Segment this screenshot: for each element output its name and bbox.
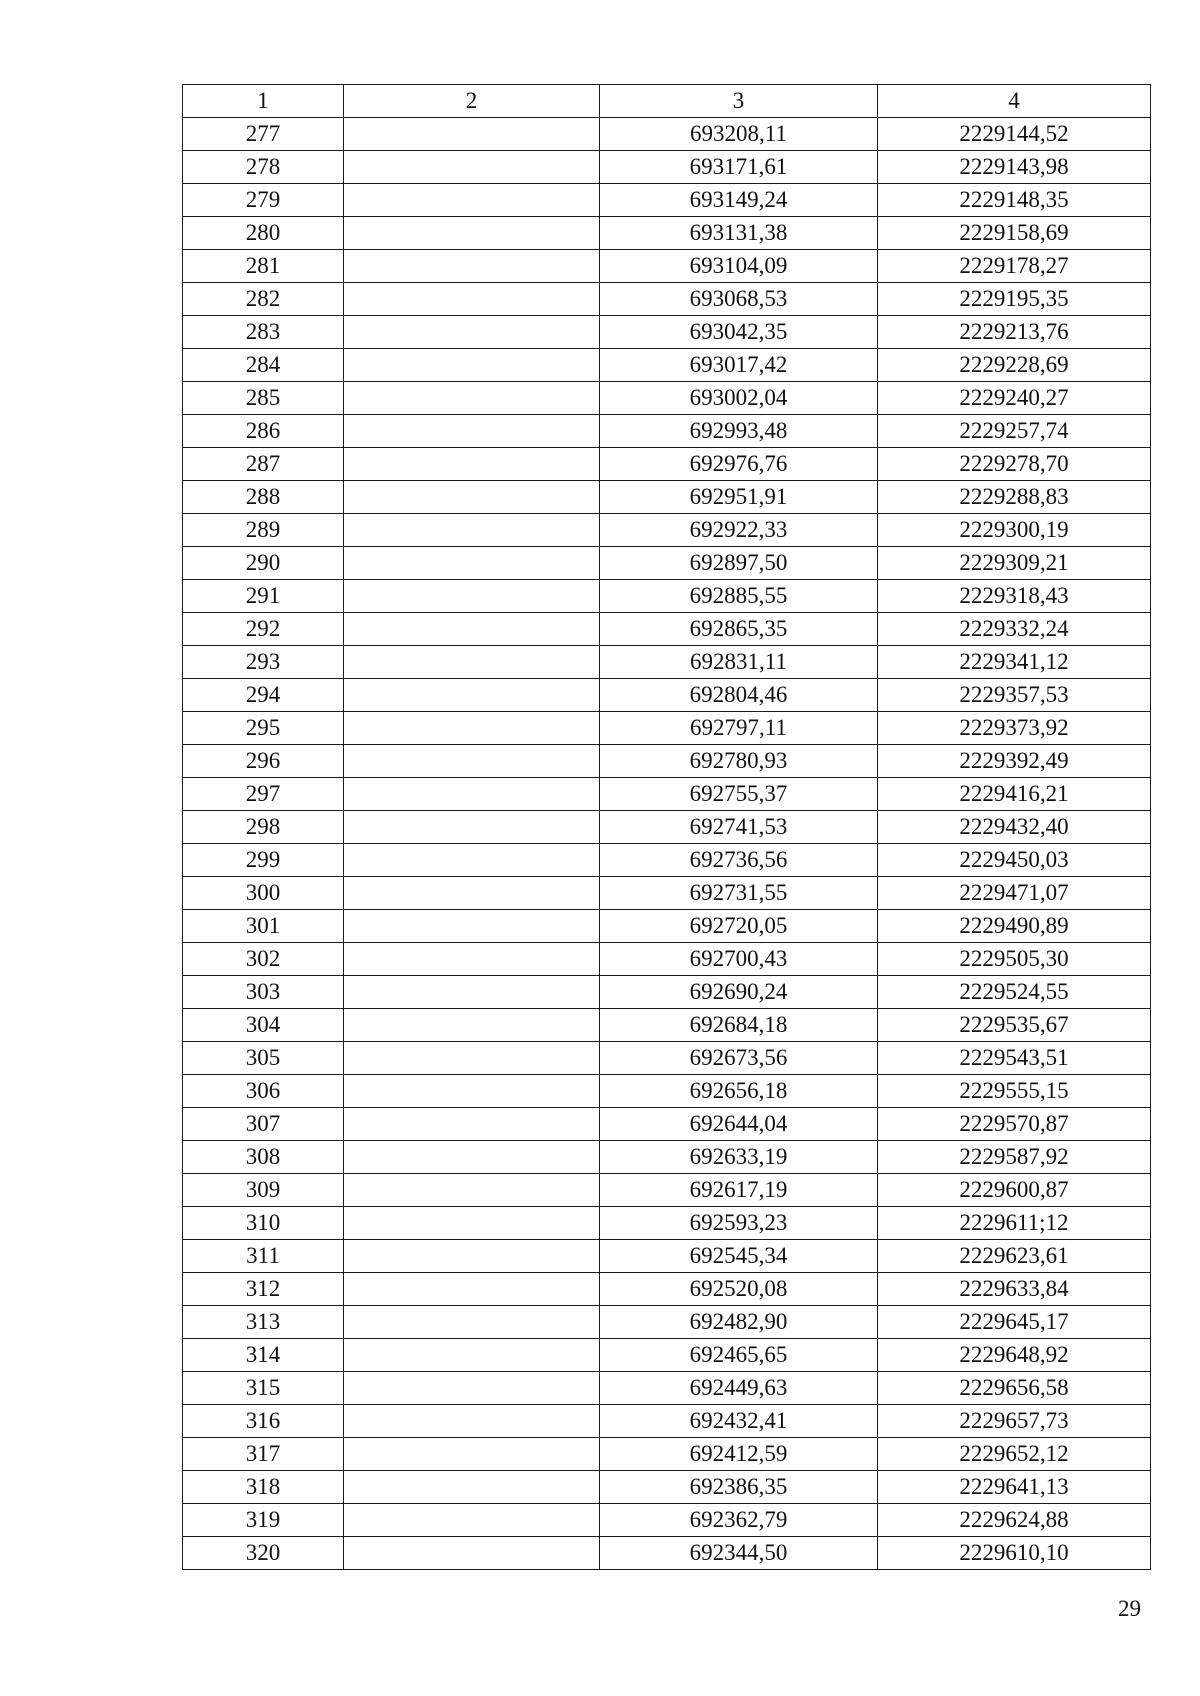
- point-number-cell: 298: [183, 811, 344, 844]
- point-number-cell: 304: [183, 1009, 344, 1042]
- x-coordinate-cell: 692690,24: [600, 976, 878, 1009]
- x-coordinate-cell: 693171,61: [600, 151, 878, 184]
- point-number-cell: 308: [183, 1141, 344, 1174]
- table-row: [183, 1273, 1151, 1306]
- point-number-cell: 310: [183, 1207, 344, 1240]
- x-coordinate-cell: 692432,41: [600, 1405, 878, 1438]
- x-coordinate-cell: 692741,53: [600, 811, 878, 844]
- table-row: [183, 1405, 1151, 1438]
- x-coordinate-cell: 692344,50: [600, 1537, 878, 1570]
- description-cell: [344, 1537, 600, 1570]
- x-coordinate-cell: 692885,55: [600, 580, 878, 613]
- table-row: [183, 1108, 1151, 1141]
- point-number-cell: 281: [183, 250, 344, 283]
- description-cell: [344, 1207, 600, 1240]
- x-coordinate-cell: 692720,05: [600, 910, 878, 943]
- description-cell: [344, 1438, 600, 1471]
- point-number-cell: 277: [183, 118, 344, 151]
- point-number-cell: 313: [183, 1306, 344, 1339]
- table-header-row: [183, 85, 1151, 118]
- table-row: [183, 976, 1151, 1009]
- description-cell: [344, 1141, 600, 1174]
- point-number-cell: 315: [183, 1372, 344, 1405]
- point-number-cell: 306: [183, 1075, 344, 1108]
- point-number-cell: 282: [183, 283, 344, 316]
- point-number-cell: 288: [183, 481, 344, 514]
- x-coordinate-cell: 692593,23: [600, 1207, 878, 1240]
- description-cell: [344, 547, 600, 580]
- description-cell: [344, 415, 600, 448]
- table-row: [183, 811, 1151, 844]
- column-header-2: 2: [344, 85, 600, 118]
- point-number-cell: 280: [183, 217, 344, 250]
- description-cell: [344, 646, 600, 679]
- description-cell: [344, 118, 600, 151]
- table-row: [183, 745, 1151, 778]
- description-cell: [344, 1504, 600, 1537]
- table-row: [183, 382, 1151, 415]
- description-cell: [344, 1174, 600, 1207]
- table-row: [183, 679, 1151, 712]
- x-coordinate-cell: 692736,56: [600, 844, 878, 877]
- point-number-cell: 318: [183, 1471, 344, 1504]
- y-coordinate-cell: 2229309,21: [878, 547, 1151, 580]
- y-coordinate-cell: 2229524,55: [878, 976, 1151, 1009]
- x-coordinate-cell: 692780,93: [600, 745, 878, 778]
- point-number-cell: 302: [183, 943, 344, 976]
- y-coordinate-cell: 2229158,69: [878, 217, 1151, 250]
- description-cell: [344, 448, 600, 481]
- table-row: [183, 1471, 1151, 1504]
- table-row: [183, 1009, 1151, 1042]
- table-row: [183, 283, 1151, 316]
- x-coordinate-cell: 692412,59: [600, 1438, 878, 1471]
- y-coordinate-cell: 2229257,74: [878, 415, 1151, 448]
- description-cell: [344, 1405, 600, 1438]
- y-coordinate-cell: 2229450,03: [878, 844, 1151, 877]
- point-number-cell: 307: [183, 1108, 344, 1141]
- description-cell: [344, 877, 600, 910]
- description-cell: [344, 613, 600, 646]
- y-coordinate-cell: 2229471,07: [878, 877, 1151, 910]
- description-cell: [344, 910, 600, 943]
- page-number: 29: [1118, 1596, 1141, 1621]
- description-cell: [344, 349, 600, 382]
- table-row: [183, 877, 1151, 910]
- description-cell: [344, 1273, 600, 1306]
- table-row: [183, 1240, 1151, 1273]
- coordinates-table: [182, 84, 1151, 1570]
- y-coordinate-cell: 2229633,84: [878, 1273, 1151, 1306]
- description-cell: [344, 778, 600, 811]
- x-coordinate-cell: 692520,08: [600, 1273, 878, 1306]
- column-header-3: 3: [600, 85, 878, 118]
- table-row: [183, 646, 1151, 679]
- y-coordinate-cell: 2229332,24: [878, 613, 1151, 646]
- x-coordinate-cell: 692804,46: [600, 679, 878, 712]
- x-coordinate-cell: 692362,79: [600, 1504, 878, 1537]
- y-coordinate-cell: 2229490,89: [878, 910, 1151, 943]
- point-number-cell: 289: [183, 514, 344, 547]
- point-number-cell: 311: [183, 1240, 344, 1273]
- x-coordinate-cell: 693017,42: [600, 349, 878, 382]
- x-coordinate-cell: 692545,34: [600, 1240, 878, 1273]
- table-row: [183, 778, 1151, 811]
- x-coordinate-cell: 692831,11: [600, 646, 878, 679]
- y-coordinate-cell: 2229555,15: [878, 1075, 1151, 1108]
- table-row: [183, 1075, 1151, 1108]
- table-row: [183, 415, 1151, 448]
- table-row: [183, 1207, 1151, 1240]
- description-cell: [344, 250, 600, 283]
- point-number-cell: 319: [183, 1504, 344, 1537]
- x-coordinate-cell: 692976,76: [600, 448, 878, 481]
- x-coordinate-cell: 692797,11: [600, 712, 878, 745]
- description-cell: [344, 943, 600, 976]
- description-cell: [344, 844, 600, 877]
- table-row: [183, 151, 1151, 184]
- y-coordinate-cell: 2229624,88: [878, 1504, 1151, 1537]
- x-coordinate-cell: 692865,35: [600, 613, 878, 646]
- point-number-cell: 320: [183, 1537, 344, 1570]
- y-coordinate-cell: 2229648,92: [878, 1339, 1151, 1372]
- y-coordinate-cell: 2229657,73: [878, 1405, 1151, 1438]
- point-number-cell: 278: [183, 151, 344, 184]
- description-cell: [344, 151, 600, 184]
- description-cell: [344, 283, 600, 316]
- point-number-cell: 317: [183, 1438, 344, 1471]
- x-coordinate-cell: 692755,37: [600, 778, 878, 811]
- description-cell: [344, 1042, 600, 1075]
- x-coordinate-cell: 692656,18: [600, 1075, 878, 1108]
- x-coordinate-cell: 693068,53: [600, 283, 878, 316]
- point-number-cell: 301: [183, 910, 344, 943]
- table-row: [183, 1372, 1151, 1405]
- description-cell: [344, 316, 600, 349]
- x-coordinate-cell: 692617,19: [600, 1174, 878, 1207]
- x-coordinate-cell: 693104,09: [600, 250, 878, 283]
- y-coordinate-cell: 2229432,40: [878, 811, 1151, 844]
- y-coordinate-cell: 2229570,87: [878, 1108, 1151, 1141]
- description-cell: [344, 976, 600, 1009]
- x-coordinate-cell: 693131,38: [600, 217, 878, 250]
- y-coordinate-cell: 2229600,87: [878, 1174, 1151, 1207]
- table-row: [183, 1042, 1151, 1075]
- y-coordinate-cell: 2229623,61: [878, 1240, 1151, 1273]
- point-number-cell: 293: [183, 646, 344, 679]
- table-row: [183, 580, 1151, 613]
- column-header-4: 4: [878, 85, 1151, 118]
- table-row: [183, 1339, 1151, 1372]
- description-cell: [344, 745, 600, 778]
- point-number-cell: 285: [183, 382, 344, 415]
- x-coordinate-cell: 693002,04: [600, 382, 878, 415]
- point-number-cell: 294: [183, 679, 344, 712]
- y-coordinate-cell: 2229228,69: [878, 349, 1151, 382]
- point-number-cell: 287: [183, 448, 344, 481]
- table-row: [183, 1306, 1151, 1339]
- y-coordinate-cell: 2229288,83: [878, 481, 1151, 514]
- description-cell: [344, 1372, 600, 1405]
- y-coordinate-cell: 2229610,10: [878, 1537, 1151, 1570]
- point-number-cell: 309: [183, 1174, 344, 1207]
- table-row: [183, 910, 1151, 943]
- y-coordinate-cell: 2229318,43: [878, 580, 1151, 613]
- description-cell: [344, 712, 600, 745]
- y-coordinate-cell: 2229656,58: [878, 1372, 1151, 1405]
- table-row: [183, 1438, 1151, 1471]
- description-cell: [344, 514, 600, 547]
- point-number-cell: 291: [183, 580, 344, 613]
- y-coordinate-cell: 2229645,17: [878, 1306, 1151, 1339]
- point-number-cell: 292: [183, 613, 344, 646]
- x-coordinate-cell: 692465,65: [600, 1339, 878, 1372]
- x-coordinate-cell: 692449,63: [600, 1372, 878, 1405]
- table-row: [183, 844, 1151, 877]
- y-coordinate-cell: 2229505,30: [878, 943, 1151, 976]
- table-row: [183, 1141, 1151, 1174]
- description-cell: [344, 679, 600, 712]
- table-row: [183, 514, 1151, 547]
- x-coordinate-cell: 692482,90: [600, 1306, 878, 1339]
- point-number-cell: 283: [183, 316, 344, 349]
- x-coordinate-cell: 692951,91: [600, 481, 878, 514]
- x-coordinate-cell: 692700,43: [600, 943, 878, 976]
- table-row: [183, 712, 1151, 745]
- description-cell: [344, 1075, 600, 1108]
- point-number-cell: 316: [183, 1405, 344, 1438]
- description-cell: [344, 1471, 600, 1504]
- x-coordinate-cell: 692386,35: [600, 1471, 878, 1504]
- y-coordinate-cell: 2229240,27: [878, 382, 1151, 415]
- table-row: [183, 1174, 1151, 1207]
- table-row: [183, 316, 1151, 349]
- description-cell: [344, 382, 600, 415]
- y-coordinate-cell: 2229148,35: [878, 184, 1151, 217]
- table-row: [183, 1537, 1151, 1570]
- y-coordinate-cell: 2229535,67: [878, 1009, 1151, 1042]
- y-coordinate-cell: 2229341,12: [878, 646, 1151, 679]
- point-number-cell: 284: [183, 349, 344, 382]
- y-coordinate-cell: 2229278,70: [878, 448, 1151, 481]
- table-row: [183, 613, 1151, 646]
- point-number-cell: 299: [183, 844, 344, 877]
- x-coordinate-cell: 692993,48: [600, 415, 878, 448]
- x-coordinate-cell: 692633,19: [600, 1141, 878, 1174]
- y-coordinate-cell: 2229611;12: [878, 1207, 1151, 1240]
- x-coordinate-cell: 692922,33: [600, 514, 878, 547]
- table-row: [183, 250, 1151, 283]
- point-number-cell: 297: [183, 778, 344, 811]
- table-row: [183, 448, 1151, 481]
- point-number-cell: 296: [183, 745, 344, 778]
- y-coordinate-cell: 2229416,21: [878, 778, 1151, 811]
- table-row: [183, 118, 1151, 151]
- x-coordinate-cell: 692731,55: [600, 877, 878, 910]
- x-coordinate-cell: 692644,04: [600, 1108, 878, 1141]
- y-coordinate-cell: 2229641,13: [878, 1471, 1151, 1504]
- point-number-cell: 312: [183, 1273, 344, 1306]
- y-coordinate-cell: 2229195,35: [878, 283, 1151, 316]
- table-row: [183, 184, 1151, 217]
- point-number-cell: 279: [183, 184, 344, 217]
- x-coordinate-cell: 693208,11: [600, 118, 878, 151]
- y-coordinate-cell: 2229143,98: [878, 151, 1151, 184]
- point-number-cell: 314: [183, 1339, 344, 1372]
- point-number-cell: 295: [183, 712, 344, 745]
- x-coordinate-cell: 693042,35: [600, 316, 878, 349]
- y-coordinate-cell: 2229357,53: [878, 679, 1151, 712]
- description-cell: [344, 580, 600, 613]
- table-row: [183, 943, 1151, 976]
- description-cell: [344, 811, 600, 844]
- point-number-cell: 286: [183, 415, 344, 448]
- x-coordinate-cell: 692673,56: [600, 1042, 878, 1075]
- y-coordinate-cell: 2229373,92: [878, 712, 1151, 745]
- y-coordinate-cell: 2229392,49: [878, 745, 1151, 778]
- table-body: [183, 118, 1151, 1570]
- y-coordinate-cell: 2229144,52: [878, 118, 1151, 151]
- point-number-cell: 300: [183, 877, 344, 910]
- description-cell: [344, 217, 600, 250]
- point-number-cell: 303: [183, 976, 344, 1009]
- table-row: [183, 547, 1151, 580]
- y-coordinate-cell: 2229178,27: [878, 250, 1151, 283]
- x-coordinate-cell: 692897,50: [600, 547, 878, 580]
- column-header-1: 1: [183, 85, 344, 118]
- table-row: [183, 1504, 1151, 1537]
- description-cell: [344, 1339, 600, 1372]
- y-coordinate-cell: 2229543,51: [878, 1042, 1151, 1075]
- table-row: [183, 349, 1151, 382]
- table-row: [183, 217, 1151, 250]
- description-cell: [344, 1108, 600, 1141]
- table-row: [183, 481, 1151, 514]
- point-number-cell: 290: [183, 547, 344, 580]
- y-coordinate-cell: 2229300,19: [878, 514, 1151, 547]
- description-cell: [344, 481, 600, 514]
- x-coordinate-cell: 693149,24: [600, 184, 878, 217]
- y-coordinate-cell: 2229652,12: [878, 1438, 1151, 1471]
- description-cell: [344, 1009, 600, 1042]
- description-cell: [344, 1240, 600, 1273]
- x-coordinate-cell: 692684,18: [600, 1009, 878, 1042]
- y-coordinate-cell: 2229213,76: [878, 316, 1151, 349]
- y-coordinate-cell: 2229587,92: [878, 1141, 1151, 1174]
- description-cell: [344, 184, 600, 217]
- description-cell: [344, 1306, 600, 1339]
- point-number-cell: 305: [183, 1042, 344, 1075]
